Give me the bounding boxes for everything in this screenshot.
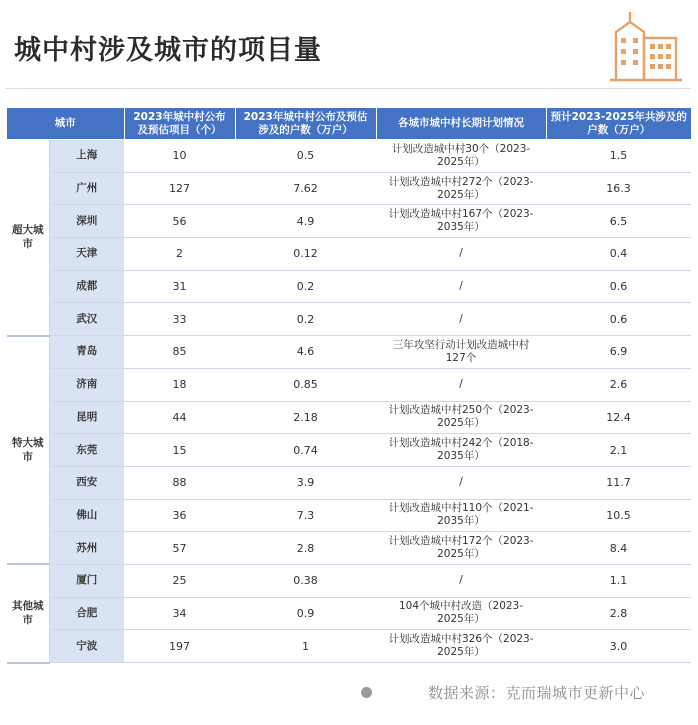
plan-cell: 计划改造城中村326个（2023-2025年） (376, 630, 546, 663)
plan-cell: / (376, 564, 546, 597)
plan-cell: 计划改造城中村110个（2021-2035年） (376, 499, 546, 532)
plan-cell: / (376, 303, 546, 336)
plan-cell: / (376, 238, 546, 271)
projects-cell: 44 (124, 401, 235, 434)
table-row (7, 172, 691, 205)
page-title: 城中村涉及城市的项目量 (14, 35, 322, 66)
projects-cell: 85 (124, 336, 235, 369)
projects-cell: 18 (124, 368, 235, 401)
projects-cell: 31 (124, 270, 235, 303)
projects-cell: 197 (124, 630, 235, 663)
households-cell: 2.18 (235, 401, 376, 434)
forecast-cell: 11.7 (546, 466, 691, 499)
forecast-cell: 3.0 (546, 630, 691, 663)
city-cell: 天津 (49, 238, 124, 271)
projects-cell: 33 (124, 303, 235, 336)
city-cell: 东莞 (49, 434, 124, 467)
households-cell: 2.8 (235, 532, 376, 565)
city-cell: 济南 (49, 368, 124, 401)
table-row (7, 401, 691, 434)
plan-cell: / (376, 466, 546, 499)
projects-cell: 15 (124, 434, 235, 467)
households-cell: 4.6 (235, 336, 376, 369)
forecast-cell: 0.4 (546, 238, 691, 271)
plan-cell: / (376, 368, 546, 401)
data-table (7, 108, 691, 664)
forecast-cell: 10.5 (546, 499, 691, 532)
plan-cell: 计划改造城中村167个（2023-2035年） (376, 205, 546, 238)
forecast-cell: 1.5 (546, 140, 691, 173)
plan-cell: 计划改造城中村242个（2018-2035年） (376, 434, 546, 467)
households-cell: 7.62 (235, 172, 376, 205)
header-plan: 各城市城中村长期计划情况 (376, 108, 546, 140)
households-cell: 7.3 (235, 499, 376, 532)
forecast-cell: 16.3 (546, 172, 691, 205)
table-row (7, 140, 691, 173)
table-row (7, 564, 691, 597)
households-cell: 3.9 (235, 466, 376, 499)
forecast-cell: 8.4 (546, 532, 691, 565)
city-cell: 厦门 (49, 564, 124, 597)
city-cell: 昆明 (49, 401, 124, 434)
table-row (7, 336, 691, 369)
projects-cell: 2 (124, 238, 235, 271)
plan-cell: 计划改造城中村250个（2023-2025年） (376, 401, 546, 434)
projects-cell: 10 (124, 140, 235, 173)
plan-cell: 三年攻坚行动计划改造城中村127个 (376, 336, 546, 369)
source-note: 数据来源：克而瑞城市更新中心 (428, 684, 646, 702)
city-cell: 苏州 (49, 532, 124, 565)
table-row (7, 368, 691, 401)
table-row (7, 499, 691, 532)
households-cell: 0.12 (235, 238, 376, 271)
forecast-cell: 1.1 (546, 564, 691, 597)
plan-cell: 104个城中村改造（2023-2025年） (376, 597, 546, 630)
dot-icon (361, 687, 372, 698)
city-cell: 上海 (49, 140, 124, 173)
city-cell: 广州 (49, 172, 124, 205)
table-row (7, 532, 691, 565)
projects-cell: 36 (124, 499, 235, 532)
plan-cell: / (376, 270, 546, 303)
table-row (7, 434, 691, 467)
forecast-cell: 2.6 (546, 368, 691, 401)
households-cell: 0.74 (235, 434, 376, 467)
projects-cell: 57 (124, 532, 235, 565)
plan-cell: 计划改造城中村272个（2023-2025年） (376, 172, 546, 205)
table-row (7, 238, 691, 271)
projects-cell: 127 (124, 172, 235, 205)
group-label-other: 其他城市 (7, 564, 49, 662)
forecast-cell: 6.9 (546, 336, 691, 369)
households-cell: 0.9 (235, 597, 376, 630)
city-cell: 青岛 (49, 336, 124, 369)
table-row (7, 466, 691, 499)
table-header-row (7, 108, 691, 140)
table-row (7, 630, 691, 663)
city-cell: 宁波 (49, 630, 124, 663)
households-cell: 1 (235, 630, 376, 663)
city-cell: 深圳 (49, 205, 124, 238)
forecast-cell: 0.6 (546, 270, 691, 303)
group-label-mega: 特大城市 (7, 336, 49, 565)
header-households: 2023年城中村公布及预估涉及的户数（万户） (235, 108, 376, 140)
households-cell: 0.2 (235, 303, 376, 336)
projects-cell: 56 (124, 205, 235, 238)
table-row (7, 205, 691, 238)
group-label-super: 超大城市 (7, 140, 49, 336)
projects-cell: 25 (124, 564, 235, 597)
city-cell: 成都 (49, 270, 124, 303)
forecast-cell: 12.4 (546, 401, 691, 434)
households-cell: 0.38 (235, 564, 376, 597)
plan-cell: 计划改造城中村30个（2023-2025年） (376, 140, 546, 173)
projects-cell: 88 (124, 466, 235, 499)
table-row (7, 597, 691, 630)
table-row (7, 270, 691, 303)
forecast-cell: 2.8 (546, 597, 691, 630)
households-cell: 0.85 (235, 368, 376, 401)
forecast-cell: 6.5 (546, 205, 691, 238)
projects-cell: 34 (124, 597, 235, 630)
header-projects: 2023年城中村公布及预估项目（个） (124, 108, 235, 140)
city-cell: 西安 (49, 466, 124, 499)
city-cell: 合肥 (49, 597, 124, 630)
title-divider (6, 88, 691, 89)
households-cell: 4.9 (235, 205, 376, 238)
city-cell: 武汉 (49, 303, 124, 336)
forecast-cell: 2.1 (546, 434, 691, 467)
plan-cell: 计划改造城中村172个（2023-2025年） (376, 532, 546, 565)
table-row (7, 303, 691, 336)
city-cell: 佛山 (49, 499, 124, 532)
households-cell: 0.2 (235, 270, 376, 303)
header-city: 城市 (7, 108, 124, 140)
forecast-cell: 0.6 (546, 303, 691, 336)
building-icon (606, 6, 686, 82)
households-cell: 0.5 (235, 140, 376, 173)
header-forecast: 预计2023-2025年共涉及的户数（万户） (546, 108, 691, 140)
